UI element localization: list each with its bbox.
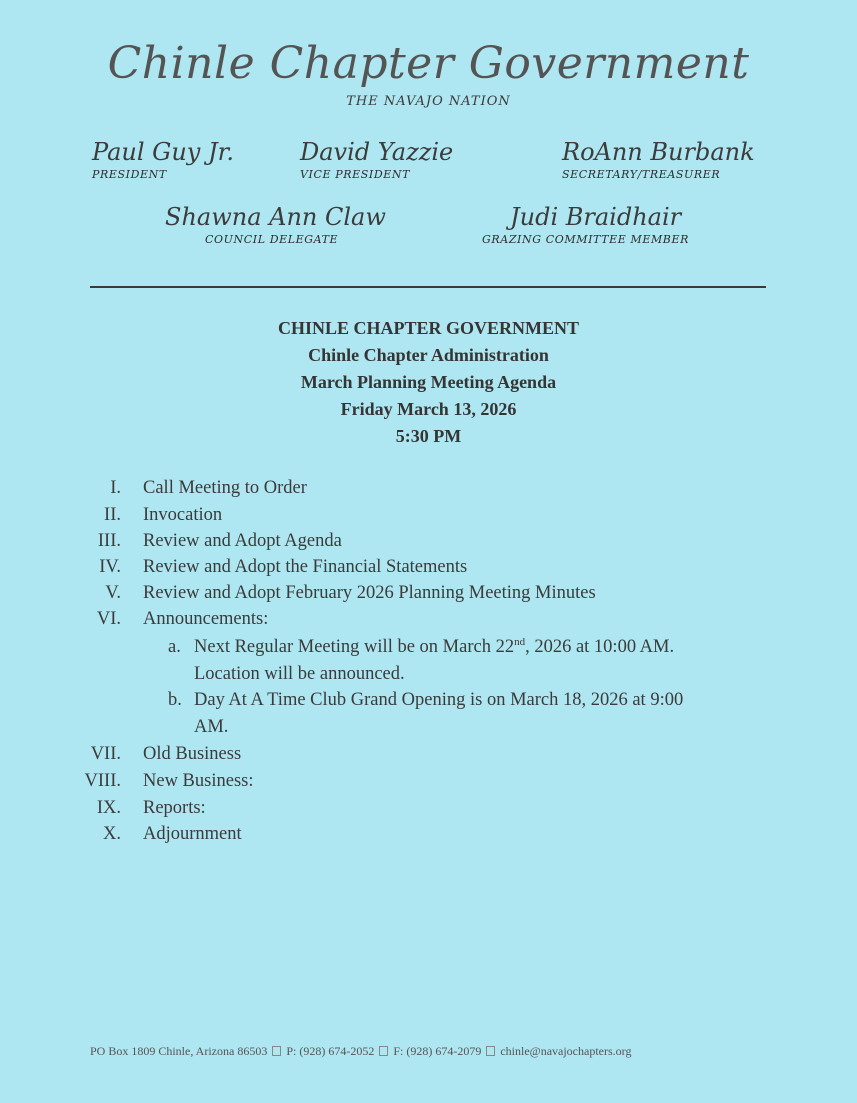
agenda-text: Announcements: xyxy=(143,609,269,629)
announcement-line: Day At A Time Club Grand Opening is on March 18, 2026 at 9:00 xyxy=(194,690,684,710)
agenda-number: IV. xyxy=(99,557,121,577)
announcement-line: Next Regular Meeting will be on March 22nd, 2026 at 10:00 AM. xyxy=(194,635,675,657)
agenda-number: II. xyxy=(104,505,121,525)
footer-phone: P: (928) 674-2052 xyxy=(286,1044,375,1058)
officer-council-delegate xyxy=(165,203,386,246)
separator-icon xyxy=(486,1046,495,1056)
footer-fax: F: (928) 674-2079 xyxy=(393,1044,482,1058)
agenda-text: Review and Adopt the Financial Statements xyxy=(143,557,468,577)
officer-name: Paul Guy Jr. xyxy=(92,138,235,166)
officer-secretary-treasurer xyxy=(562,138,755,181)
officer-president xyxy=(92,138,234,181)
divider-rule xyxy=(90,286,766,288)
officer-vice-president xyxy=(300,138,453,181)
agenda-text: Reports: xyxy=(143,798,206,818)
doc-heading-title: March Planning Meeting Agenda xyxy=(300,372,557,392)
officer-role: COUNCIL DELEGATE xyxy=(205,233,339,246)
agenda-text: Review and Adopt February 2026 Planning Meeting Minutes xyxy=(143,583,596,603)
announcement-line: AM. xyxy=(194,717,229,737)
separator-icon xyxy=(379,1046,388,1056)
agenda-number: X. xyxy=(103,824,121,844)
agenda-text: Adjournment xyxy=(143,824,242,844)
letterhead-subtitle: THE NAVAJO NATION xyxy=(346,94,511,109)
agenda-number: III. xyxy=(97,531,121,551)
agenda-text: Invocation xyxy=(143,505,223,525)
announcement-letter: a. xyxy=(168,637,181,657)
footer-address: PO Box 1809 Chinle, Arizona 86503 xyxy=(90,1044,268,1058)
doc-heading-time: 5:30 PM xyxy=(395,426,462,446)
agenda-text: Old Business xyxy=(143,744,242,764)
footer-contact xyxy=(90,1044,631,1059)
agenda-text: New Business: xyxy=(143,771,254,791)
announcement-letter: b. xyxy=(168,690,182,710)
officer-role: SECRETARY/TREASURER xyxy=(562,168,721,181)
agenda-number: V. xyxy=(105,583,121,603)
agenda-number: VIII. xyxy=(84,771,121,791)
doc-heading-date: Friday March 13, 2026 xyxy=(340,399,517,419)
separator-icon xyxy=(272,1046,281,1056)
agenda-text: Review and Adopt Agenda xyxy=(143,531,342,551)
letterhead-title: Chinle Chapter Government xyxy=(107,38,750,89)
agenda-text: Call Meeting to Order xyxy=(143,478,307,498)
agenda-number: VII. xyxy=(90,744,121,764)
agenda-number: VI. xyxy=(96,609,121,629)
officer-name: David Yazzie xyxy=(300,138,454,166)
footer-email: chinle@navajochapters.org xyxy=(500,1044,632,1058)
agenda-number: I. xyxy=(110,478,121,498)
officer-role: VICE PRESIDENT xyxy=(300,168,411,181)
doc-heading-org: CHINLE CHAPTER GOVERNMENT xyxy=(277,318,580,338)
officer-grazing-committee xyxy=(482,203,689,246)
officer-name: Judi Braidhair xyxy=(510,203,682,231)
officer-name: RoAnn Burbank xyxy=(562,138,755,166)
officer-role: PRESIDENT xyxy=(92,168,167,181)
agenda-number: IX. xyxy=(96,798,121,818)
officer-name: Shawna Ann Claw xyxy=(165,203,386,231)
doc-heading-admin: Chinle Chapter Administration xyxy=(308,345,549,365)
officer-role: GRAZING COMMITTEE MEMBER xyxy=(482,233,690,246)
announcement-line: Location will be announced. xyxy=(194,664,405,684)
